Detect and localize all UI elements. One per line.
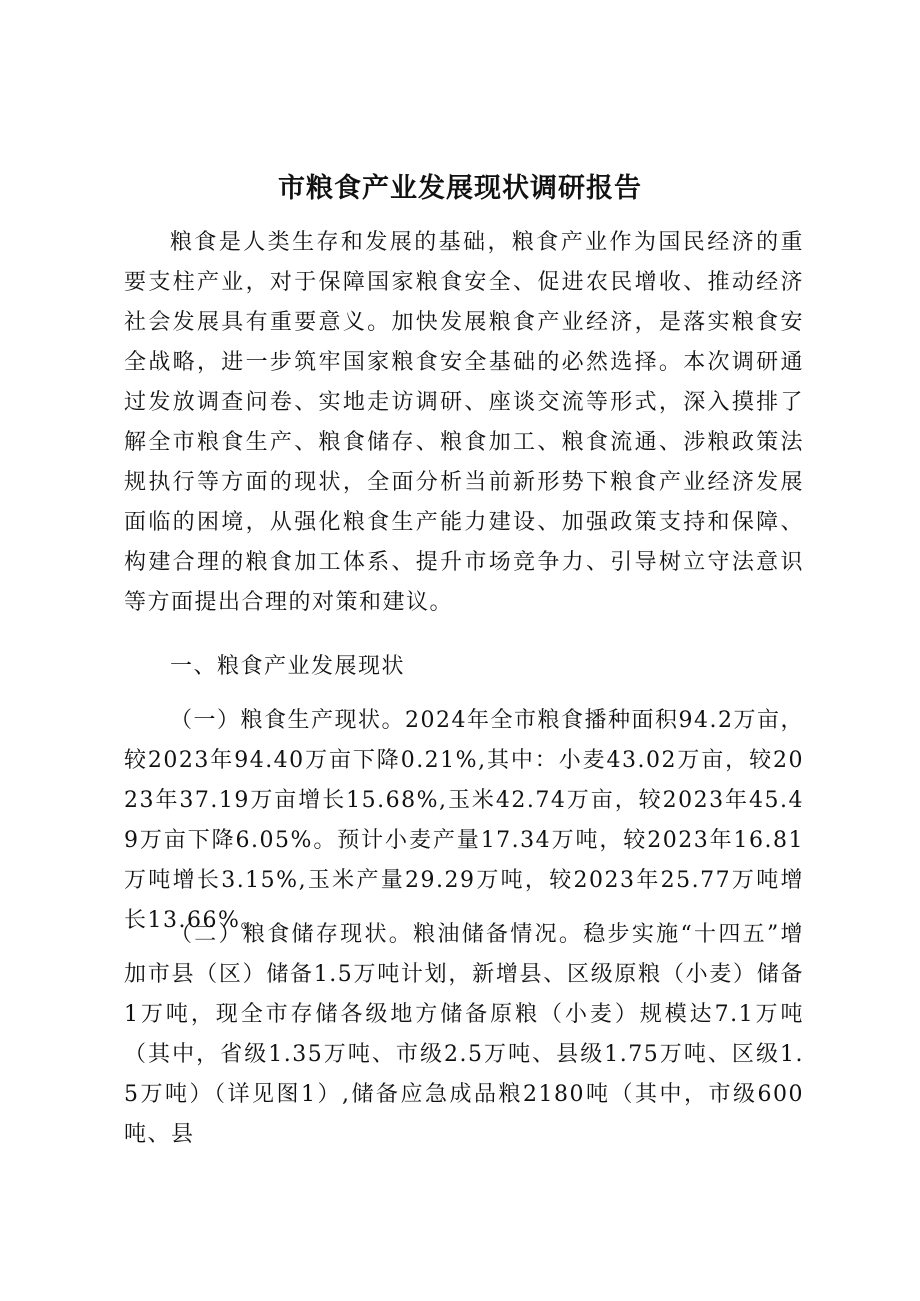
intro-paragraph: 粮食是人类生存和发展的基础，粮食产业作为国民经济的重要支柱产业，对于保障国家粮食安全、促进农民增收、推动经济社会发展具有重要意义。加快发展粮食产业经济，是落实粮食安全战略，进一步筑牢国家粮食安全基础的必然选择。本次调研通过发放调查问卷、实地走访调研、座谈交流等形式，深入摸排了解全市粮食生产、粮食储存、粮食加工、粮食流通、涉粮政策法规执行等方面的现状，全面分析当前新形势下粮食产业经济发展面临的困境，从强化粮食生产能力建设、加强政策支持和保障、构建合理的粮食加工体系、提升市场竞争力、引导树立守法意识等方面提出合理的对策和建议。 (124, 230, 804, 615)
grain-storage-paragraph: （二）粮食储存现状。粮油储备情况。稳步实施“十四五”增加市县（区）储备1.5万吨计划，新增县、区级原粮（小麦）储备1万吨，现全市存储各级地方储备原粮（小麦）规模达7.1万吨（其中，省级1.35万吨、市级2.5万吨、县级1.75万吨、区级1.5万吨）（详见图1）,储备应急成品粮2180吨（其中，市级600吨、县 (124, 922, 804, 1147)
document-title: 市粮食产业发展现状调研报告 (278, 173, 642, 204)
section-heading-1: 一、粮食产业发展现状 (170, 654, 406, 679)
grain-production-paragraph: （一）粮食生产现状。2024年全市粮食播种面积94.2万亩，较2023年94.40万亩下降0.21%,其中：小麦43.02万亩，较2023年37.19万亩增长15.68%,玉米42.74万亩，较2023年45.49万亩下降6.05%。预计小麦产量17.34万吨，较2023年16.81万吨增长3.15%,玉米产量29.29万吨，较2023年25.77万吨增长13.66%。 (124, 708, 804, 933)
